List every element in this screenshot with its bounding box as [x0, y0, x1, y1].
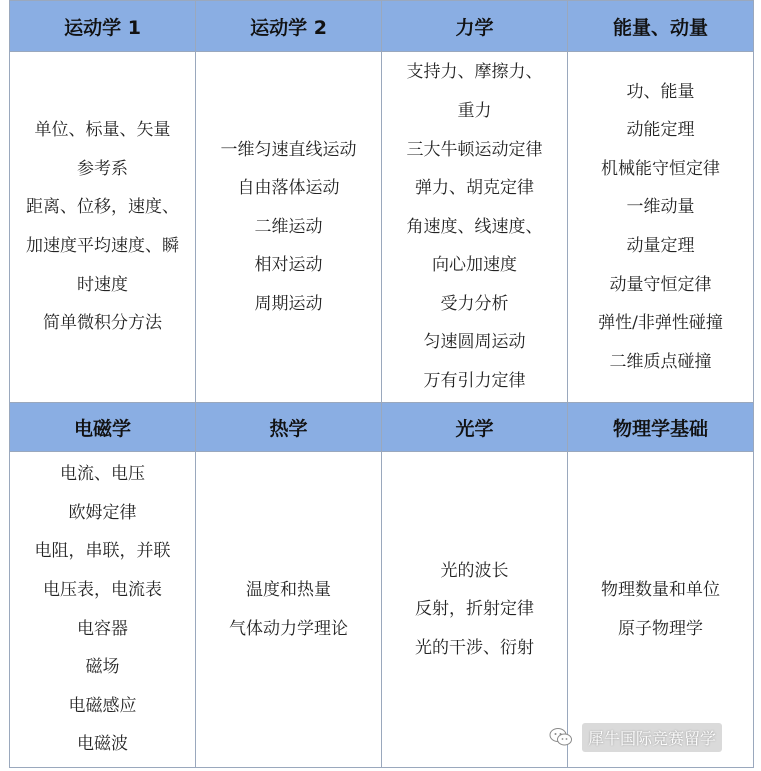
- header-optics: 光学: [382, 403, 568, 452]
- list-item: 欧姆定律: [68, 502, 137, 523]
- list-item: 物理数量和单位: [601, 579, 720, 600]
- header-kinematics-2: 运动学 2: [196, 1, 382, 52]
- list-item: 功、能量: [626, 81, 695, 102]
- physics-syllabus-table: [9, 0, 754, 768]
- list-item: 万有引力定律: [423, 371, 526, 392]
- list-item: 电磁感应: [68, 695, 137, 716]
- watermark: [548, 720, 722, 754]
- list-item: 电压表，电流表: [43, 579, 162, 600]
- list-item: 周期运动: [254, 293, 323, 314]
- list-item: 自由落体运动: [237, 178, 340, 199]
- header-energy-momentum: 能量、动量: [568, 1, 754, 52]
- cell-thermodynamics: [196, 452, 382, 768]
- content-row-top: [10, 52, 754, 403]
- list-item: 电磁波: [77, 734, 128, 755]
- cell-energy-momentum: [568, 52, 754, 403]
- list-item: 向心加速度: [432, 255, 517, 276]
- list-item: 气体动力学理论: [229, 618, 348, 639]
- cell-kinematics-1: [10, 52, 196, 403]
- list-item: 角速度、线速度、: [406, 216, 543, 237]
- list-item: 距离、位移，速度、加速度平均速度、瞬时速度: [26, 197, 179, 295]
- wechat-icon: [548, 724, 574, 750]
- list-item: 相对运动: [254, 255, 323, 276]
- list-item: 弹力、胡克定律: [415, 178, 534, 199]
- list-item: 光的波长: [440, 560, 509, 581]
- list-item: 原子物理学: [618, 618, 703, 639]
- list-item: 支持力、摩擦力、: [406, 62, 543, 83]
- header-electromagnetism: 电磁学: [10, 403, 196, 452]
- cell-mechanics: [382, 52, 568, 403]
- list-item: 电流、电压: [60, 464, 145, 485]
- header-thermodynamics: 热学: [196, 403, 382, 452]
- header-mechanics: 力学: [382, 1, 568, 52]
- list-item: 动量守恒定律: [609, 274, 712, 295]
- list-item: 光的干涉、衍射: [415, 637, 534, 658]
- cell-kinematics-2: [196, 52, 382, 403]
- list-item: 简单微积分方法: [43, 313, 162, 334]
- list-item: 重力: [457, 100, 492, 121]
- list-item: 动量定理: [626, 236, 695, 256]
- header-row-bottom: [10, 403, 754, 452]
- header-physics-fundamentals: 物理学基础: [568, 403, 754, 452]
- list-item: 磁场: [85, 657, 120, 678]
- list-item: 反射，折射定律: [415, 599, 534, 620]
- list-item: 二维运动: [254, 216, 323, 237]
- cell-optics: [382, 452, 568, 768]
- list-item: 单位、标量、矢量: [34, 120, 171, 141]
- list-item: 电容器: [77, 618, 128, 639]
- list-item: 弹性/非弹性碰撞: [598, 313, 723, 334]
- list-item: 参考系: [77, 158, 128, 179]
- header-row-top: [10, 1, 754, 52]
- list-item: 受力分析: [440, 293, 509, 314]
- list-item: 动能定理: [626, 120, 695, 141]
- watermark-text: 犀牛国际竞赛留学: [582, 723, 722, 752]
- list-item: 一维动量: [626, 197, 695, 218]
- list-item: 三大牛顿运动定律: [406, 139, 543, 160]
- list-item: 电阻，串联，并联: [34, 541, 171, 562]
- list-item: 匀速圆周运动: [423, 332, 526, 353]
- cell-electromagnetism: [10, 452, 196, 768]
- list-item: 一维匀速直线运动: [220, 139, 357, 160]
- list-item: 温度和热量: [246, 579, 331, 600]
- header-kinematics-1: 运动学 1: [10, 1, 196, 52]
- list-item: 二维质点碰撞: [609, 351, 712, 372]
- list-item: 机械能守恒定律: [601, 158, 720, 179]
